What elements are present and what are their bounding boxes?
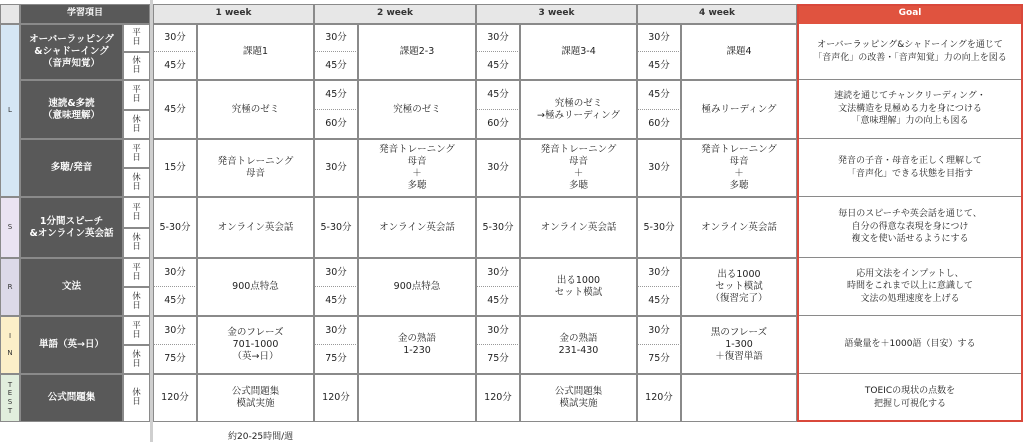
- holiday-minutes: 45分: [476, 287, 520, 316]
- header-skill-blank: [0, 4, 20, 24]
- weekly-hours-note: 約20-25時間/週: [228, 432, 294, 442]
- header-study-items: 学習項目: [20, 4, 150, 24]
- study-minutes: 5-30分: [476, 197, 520, 258]
- header-week-3: 3 week: [476, 4, 637, 24]
- study-task: 出る1000 セット模試: [520, 258, 637, 316]
- row-category: 公式問題集: [20, 374, 123, 422]
- weekday-minutes: 45分: [476, 80, 520, 110]
- study-task: 900点特急: [197, 258, 314, 316]
- study-task: 金のフレーズ 701-1000 （英→日）: [197, 316, 314, 374]
- holiday-minutes: 60分: [314, 110, 358, 139]
- goal-text: 応用文法をインプットし、 時間をこれまで以上に意識して 文法の処理速度を上げる: [797, 258, 1023, 316]
- skill-label: S: [0, 197, 20, 258]
- goal-text: オーバーラッピング&シャドーイングを通じて 「音声化」の改善・「音声知覚」力の向上を図る: [797, 24, 1023, 80]
- holiday-minutes: 60分: [637, 110, 681, 139]
- study-task: オンライン英会話: [358, 197, 476, 258]
- weekday-minutes: 30分: [637, 24, 681, 52]
- row-category: 速読&多読 （意味理解）: [20, 80, 123, 139]
- study-task: オンライン英会話: [197, 197, 314, 258]
- holiday-minutes: 45分: [637, 287, 681, 316]
- weekday-minutes: 45分: [314, 80, 358, 110]
- weekday-minutes: 30分: [314, 316, 358, 345]
- study-minutes: 5-30分: [637, 197, 681, 258]
- skill-label: I N: [0, 316, 20, 374]
- header-goal: Goal: [797, 4, 1023, 24]
- goal-text: 毎日のスピーチや英会話を通じて、 自分の得意な表現を身につけ 複文を使い話せるようにする: [797, 197, 1023, 258]
- holiday-minutes: 75分: [153, 345, 197, 374]
- weekday-label: 平 日: [123, 258, 150, 287]
- weekday-minutes: 45分: [637, 80, 681, 110]
- skill-label: T E S T: [0, 374, 20, 422]
- weekday-label: 平 日: [123, 197, 150, 228]
- study-task: 公式問題集 模試実施: [520, 374, 637, 422]
- header-week-2: 2 week: [314, 4, 476, 24]
- header-week-1: 1 week: [153, 4, 314, 24]
- holiday-minutes: 60分: [476, 110, 520, 139]
- study-minutes: 120分: [153, 374, 197, 422]
- study-task: 900点特急: [358, 258, 476, 316]
- study-minutes: 45分: [153, 80, 197, 139]
- holiday-label: 休 日: [123, 345, 150, 374]
- weekday-minutes: 30分: [153, 258, 197, 287]
- holiday-minutes: 45分: [314, 287, 358, 316]
- study-task: 課題2-3: [358, 24, 476, 80]
- study-task: 課題3-4: [520, 24, 637, 80]
- study-task: 黒のフレーズ 1-300 ＋復習単語: [681, 316, 797, 374]
- goal-text: 速読を通じてチャンクリーディング・ 文法構造を見極める力を身につける 「意味理解」力の向上も図る: [797, 80, 1023, 139]
- holiday-label: 休 日: [123, 228, 150, 258]
- study-task: オンライン英会話: [520, 197, 637, 258]
- holiday-label: 休 日: [123, 52, 150, 80]
- study-task: [358, 374, 476, 422]
- study-minutes: 15分: [153, 139, 197, 197]
- row-category: 多聴/発音: [20, 139, 123, 197]
- study-minutes: 120分: [637, 374, 681, 422]
- study-task: 究極のゼミ →極みリーディング: [520, 80, 637, 139]
- weekday-minutes: 30分: [314, 258, 358, 287]
- study-task: 発音トレーニング 母音 ＋ 多聴: [520, 139, 637, 197]
- study-task: [681, 374, 797, 422]
- study-task: 発音トレーニング 母音 ＋ 多聴: [358, 139, 476, 197]
- study-minutes: 30分: [476, 139, 520, 197]
- study-task: 発音トレーニング 母音 ＋ 多聴: [681, 139, 797, 197]
- row-category: オーバーラッピング &シャドーイング （音声知覚）: [20, 24, 123, 80]
- study-task: 金の熟語 231-430: [520, 316, 637, 374]
- goal-text: 語彙量を＋1000語（目安）する: [797, 316, 1023, 374]
- skill-label: R: [0, 258, 20, 316]
- holiday-label: 休 日: [123, 287, 150, 316]
- study-minutes: 30分: [314, 139, 358, 197]
- study-minutes: 120分: [314, 374, 358, 422]
- study-minutes: 120分: [476, 374, 520, 422]
- header-week-4: 4 week: [637, 4, 797, 24]
- row-category: 1分間スピーチ &オンライン英会話: [20, 197, 123, 258]
- weekday-label: 平 日: [123, 80, 150, 110]
- weekday-minutes: 30分: [153, 316, 197, 345]
- study-minutes: 30分: [637, 139, 681, 197]
- holiday-minutes: 45分: [153, 52, 197, 80]
- holiday-minutes: 45分: [476, 52, 520, 80]
- weekday-minutes: 30分: [153, 24, 197, 52]
- holiday-minutes: 45分: [314, 52, 358, 80]
- study-task: 課題4: [681, 24, 797, 80]
- weekday-label: 平 日: [123, 24, 150, 52]
- study-task: 発音トレーニング 母音: [197, 139, 314, 197]
- weekday-minutes: 30分: [476, 24, 520, 52]
- holiday-label: 休 日: [123, 168, 150, 197]
- weekday-label: 平 日: [123, 139, 150, 168]
- weekday-minutes: 30分: [314, 24, 358, 52]
- weekday-minutes: 30分: [476, 258, 520, 287]
- row-category: 単語（英→日）: [20, 316, 123, 374]
- holiday-minutes: 45分: [637, 52, 681, 80]
- holiday-minutes: 45分: [153, 287, 197, 316]
- weekday-minutes: 30分: [637, 316, 681, 345]
- study-task: 究極のゼミ: [197, 80, 314, 139]
- study-minutes: 5-30分: [153, 197, 197, 258]
- study-task: 出る1000 セット模試 （復習完了）: [681, 258, 797, 316]
- study-minutes: 5-30分: [314, 197, 358, 258]
- goal-text: 発音の子音・母音を正しく理解して 「音声化」できる状態を目指す: [797, 139, 1023, 197]
- weekday-minutes: 30分: [637, 258, 681, 287]
- study-task: 公式問題集 模試実施: [197, 374, 314, 422]
- goal-text: TOEICの現状の点数を 把握し可視化する: [797, 374, 1023, 422]
- weekday-label: 平 日: [123, 316, 150, 345]
- study-task: オンライン英会話: [681, 197, 797, 258]
- study-task: 究極のゼミ: [358, 80, 476, 139]
- skill-label: L: [0, 24, 20, 197]
- row-category: 文法: [20, 258, 123, 316]
- holiday-label: 休 日: [123, 110, 150, 139]
- holiday-minutes: 75分: [314, 345, 358, 374]
- holiday-minutes: 75分: [476, 345, 520, 374]
- holiday-label: 休 日: [123, 374, 150, 422]
- holiday-minutes: 75分: [637, 345, 681, 374]
- study-task: 課題1: [197, 24, 314, 80]
- column-divider: [150, 0, 153, 442]
- study-task: 極みリーディング: [681, 80, 797, 139]
- weekday-minutes: 30分: [476, 316, 520, 345]
- study-task: 金の熟語 1-230: [358, 316, 476, 374]
